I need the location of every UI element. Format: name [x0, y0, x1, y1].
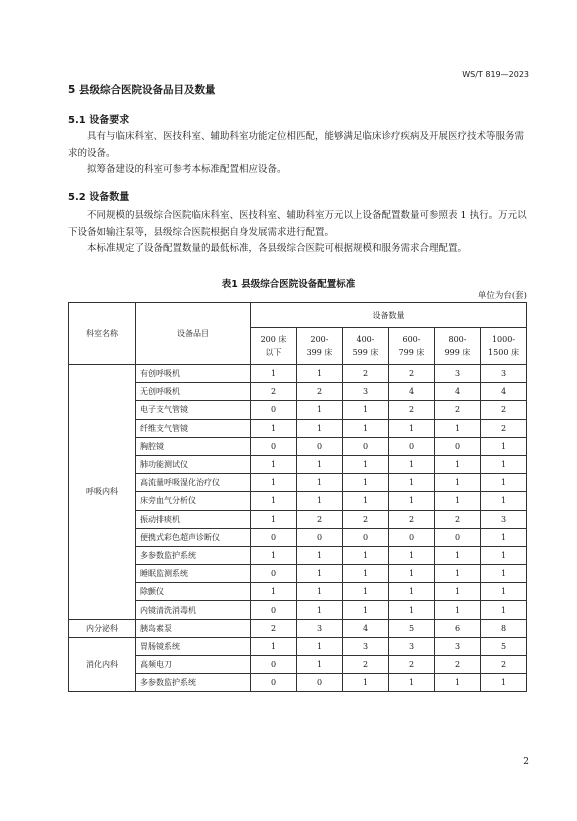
header-bed-col [297, 328, 343, 365]
quantity-cell: 3 [481, 365, 527, 383]
quantity-cell: 2 [435, 401, 481, 419]
quantity-cell: 1 [481, 674, 527, 692]
quantity-cell: 1 [389, 492, 435, 510]
table-row [69, 419, 527, 437]
item-cell: 振动排痰机 [136, 510, 251, 528]
table-row [69, 619, 527, 637]
quantity-cell: 2 [343, 365, 389, 383]
quantity-cell: 0 [389, 437, 435, 455]
quantity-cell: 1 [251, 583, 297, 601]
quantity-cell: 1 [435, 601, 481, 619]
header-bed-col-line: 400- [356, 335, 375, 344]
item-cell: 胰岛素泵 [136, 619, 251, 637]
quantity-cell: 1 [251, 419, 297, 437]
quantity-cell: 1 [343, 492, 389, 510]
quantity-cell: 1 [435, 419, 481, 437]
quantity-cell: 2 [481, 419, 527, 437]
quantity-cell: 4 [481, 383, 527, 401]
header-item: 设备品目 [136, 303, 251, 365]
table-unit: 单位为台(套) [477, 291, 527, 301]
quantity-cell: 8 [481, 619, 527, 637]
quantity-cell: 1 [435, 674, 481, 692]
header-bed-col-line: 1000- [491, 335, 516, 344]
quantity-cell: 1 [251, 510, 297, 528]
table-row [69, 437, 527, 455]
quantity-cell: 1 [343, 401, 389, 419]
quantity-cell: 2 [251, 383, 297, 401]
quantity-cell: 0 [251, 528, 297, 546]
paragraph-5-2-1: 不同规模的县级综合医院临床科室、医技科室、辅助科室万元以上设备配置数量可参照表 1 执行。万元以下设备如输注泵等，县级综合医院根据自身发展需求进行配置。 [68, 210, 527, 238]
table-title: 表1 县级综合医院设备配置标准 [221, 279, 356, 290]
quantity-cell: 1 [297, 455, 343, 473]
quantity-cell: 1 [297, 546, 343, 564]
header-bed-col-line: 399 床 [306, 348, 333, 357]
header-dept: 科室名称 [69, 303, 136, 365]
quantity-cell: 1 [343, 565, 389, 583]
item-cell: 便携式彩色超声诊断仪 [136, 528, 251, 546]
table-row [69, 674, 527, 692]
header-bed-col-line: 599 床 [352, 348, 379, 357]
quantity-cell: 3 [297, 619, 343, 637]
quantity-cell: 1 [481, 583, 527, 601]
table-row [69, 365, 527, 383]
quantity-cell: 1 [297, 365, 343, 383]
quantity-cell: 0 [435, 528, 481, 546]
quantity-cell: 3 [435, 365, 481, 383]
item-cell: 电子支气管镜 [136, 401, 251, 419]
quantity-cell: 6 [435, 619, 481, 637]
quantity-cell: 1 [343, 583, 389, 601]
quantity-cell: 1 [343, 674, 389, 692]
quantity-cell: 1 [297, 656, 343, 674]
quantity-cell: 1 [389, 474, 435, 492]
quantity-cell: 1 [435, 565, 481, 583]
item-cell: 有创呼吸机 [136, 365, 251, 383]
quantity-cell: 0 [343, 528, 389, 546]
quantity-cell: 1 [389, 455, 435, 473]
header-bed-col-line: 799 床 [398, 348, 425, 357]
quantity-cell: 1 [389, 546, 435, 564]
quantity-cell: 1 [481, 528, 527, 546]
paragraph-5-1-1: 具有与临床科室、医技科室、辅助科室功能定位相匹配，能够满足临床诊疗疾病及开展医疗技术等服务需求的设备。 [68, 131, 525, 159]
quantity-cell: 1 [481, 437, 527, 455]
quantity-cell: 1 [343, 601, 389, 619]
quantity-cell: 1 [297, 601, 343, 619]
dept-cell: 呼吸内科 [69, 365, 136, 620]
quantity-cell: 0 [343, 437, 389, 455]
header-bed-col [343, 328, 389, 365]
item-cell: 除颤仪 [136, 583, 251, 601]
quantity-cell: 5 [389, 619, 435, 637]
quantity-cell: 2 [481, 401, 527, 419]
quantity-cell: 1 [481, 474, 527, 492]
quantity-cell: 1 [389, 674, 435, 692]
item-cell: 胸腔镜 [136, 437, 251, 455]
quantity-cell: 0 [251, 437, 297, 455]
item-cell: 内镜清洗消毒机 [136, 601, 251, 619]
table-row [69, 455, 527, 473]
item-cell: 无创呼吸机 [136, 383, 251, 401]
dept-cell: 消化内科 [69, 637, 136, 692]
table-row [69, 546, 527, 564]
quantity-cell: 1 [481, 565, 527, 583]
quantity-cell: 1 [297, 474, 343, 492]
quantity-cell: 2 [297, 383, 343, 401]
item-cell: 床旁血气分析仪 [136, 492, 251, 510]
quantity-cell: 0 [251, 401, 297, 419]
header-bed-col-line: 999 床 [444, 348, 471, 357]
table-row [69, 474, 527, 492]
quantity-cell: 1 [251, 474, 297, 492]
quantity-cell: 1 [297, 419, 343, 437]
table-row [69, 637, 527, 655]
quantity-cell: 1 [481, 492, 527, 510]
subsection-5-1-title: 5.1 设备要求 [68, 115, 130, 126]
quantity-cell: 1 [389, 565, 435, 583]
quantity-cell: 0 [297, 674, 343, 692]
header-bed-col-line: 800- [448, 335, 467, 344]
standard-code: WS/T 819—2023 [462, 70, 529, 79]
quantity-cell: 1 [297, 583, 343, 601]
quantity-cell: 1 [251, 365, 297, 383]
page-number: 2 [523, 757, 529, 767]
quantity-cell: 2 [343, 656, 389, 674]
table-row [69, 601, 527, 619]
quantity-cell: 2 [251, 619, 297, 637]
quantity-cell: 3 [389, 637, 435, 655]
quantity-cell: 3 [435, 637, 481, 655]
quantity-cell: 1 [343, 419, 389, 437]
quantity-cell: 2 [435, 656, 481, 674]
quantity-cell: 1 [343, 455, 389, 473]
dept-cell: 内分泌科 [69, 619, 136, 637]
header-bed-col-line: 200 床 [260, 335, 287, 344]
header-bed-col [389, 328, 435, 365]
quantity-cell: 2 [389, 656, 435, 674]
quantity-cell: 1 [251, 546, 297, 564]
quantity-cell: 1 [435, 455, 481, 473]
quantity-cell: 1 [297, 492, 343, 510]
table-row [69, 656, 527, 674]
quantity-cell: 4 [435, 383, 481, 401]
quantity-cell: 0 [251, 565, 297, 583]
quantity-cell: 3 [343, 637, 389, 655]
quantity-cell: 2 [297, 510, 343, 528]
quantity-cell: 1 [481, 455, 527, 473]
header-bed-col-line: 600- [402, 335, 421, 344]
quantity-cell: 1 [297, 637, 343, 655]
table-row [69, 528, 527, 546]
paragraph-5-2-2: 本标准规定了设备配置数量的最低标准，各县级综合医院可根据规模和服务需求合理配置。 [87, 243, 468, 254]
quantity-cell: 2 [389, 365, 435, 383]
quantity-cell: 2 [435, 510, 481, 528]
quantity-cell: 0 [435, 437, 481, 455]
header-quantity: 设备数量 [251, 303, 527, 328]
item-cell: 多参数监护系统 [136, 546, 251, 564]
quantity-cell: 1 [343, 474, 389, 492]
quantity-cell: 0 [297, 528, 343, 546]
quantity-cell: 1 [481, 601, 527, 619]
section-title: 5 县级综合医院设备品目及数量 [68, 84, 216, 96]
quantity-cell: 1 [343, 546, 389, 564]
quantity-cell: 5 [481, 637, 527, 655]
quantity-cell: 2 [481, 656, 527, 674]
quantity-cell: 1 [251, 637, 297, 655]
subsection-5-2-title: 5.2 设备数量 [68, 192, 130, 203]
quantity-cell: 1 [389, 419, 435, 437]
quantity-cell: 1 [297, 401, 343, 419]
item-cell: 纤维支气管镜 [136, 419, 251, 437]
quantity-cell: 1 [435, 546, 481, 564]
quantity-cell: 1 [435, 492, 481, 510]
header-bed-col [251, 328, 297, 365]
quantity-cell: 0 [297, 437, 343, 455]
quantity-cell: 0 [251, 656, 297, 674]
table-row [69, 401, 527, 419]
header-bed-col [481, 328, 527, 365]
item-cell: 多参数监护系统 [136, 674, 251, 692]
header-bed-col [435, 328, 481, 365]
table-row [69, 492, 527, 510]
table-row [69, 583, 527, 601]
quantity-cell: 3 [343, 383, 389, 401]
item-cell: 肺功能测试仪 [136, 455, 251, 473]
header-bed-col-line: 以下 [265, 348, 282, 357]
quantity-cell: 2 [389, 510, 435, 528]
paragraph-5-1-2: 拟筹备建设的科室可参考本标准配置相应设备。 [87, 164, 287, 175]
quantity-cell: 1 [251, 492, 297, 510]
item-cell: 睡眠监测系统 [136, 565, 251, 583]
quantity-cell: 4 [389, 383, 435, 401]
equipment-table [68, 302, 527, 692]
quantity-cell: 1 [297, 565, 343, 583]
item-cell: 高流量呼吸湿化治疗仪 [136, 474, 251, 492]
header-bed-col-line: 1500 床 [488, 348, 519, 357]
quantity-cell: 4 [343, 619, 389, 637]
quantity-cell: 1 [435, 583, 481, 601]
table-row [69, 565, 527, 583]
header-bed-col-line: 200- [310, 335, 329, 344]
quantity-cell: 1 [389, 583, 435, 601]
quantity-cell: 1 [435, 474, 481, 492]
table-row [69, 510, 527, 528]
item-cell: 胃肠镜系统 [136, 637, 251, 655]
quantity-cell: 2 [389, 401, 435, 419]
quantity-cell: 1 [481, 546, 527, 564]
quantity-cell: 0 [251, 674, 297, 692]
item-cell: 高频电刀 [136, 656, 251, 674]
quantity-cell: 2 [343, 510, 389, 528]
quantity-cell: 1 [389, 601, 435, 619]
quantity-cell: 0 [251, 601, 297, 619]
quantity-cell: 1 [251, 455, 297, 473]
table-row [69, 383, 527, 401]
quantity-cell: 0 [389, 528, 435, 546]
quantity-cell: 3 [481, 510, 527, 528]
